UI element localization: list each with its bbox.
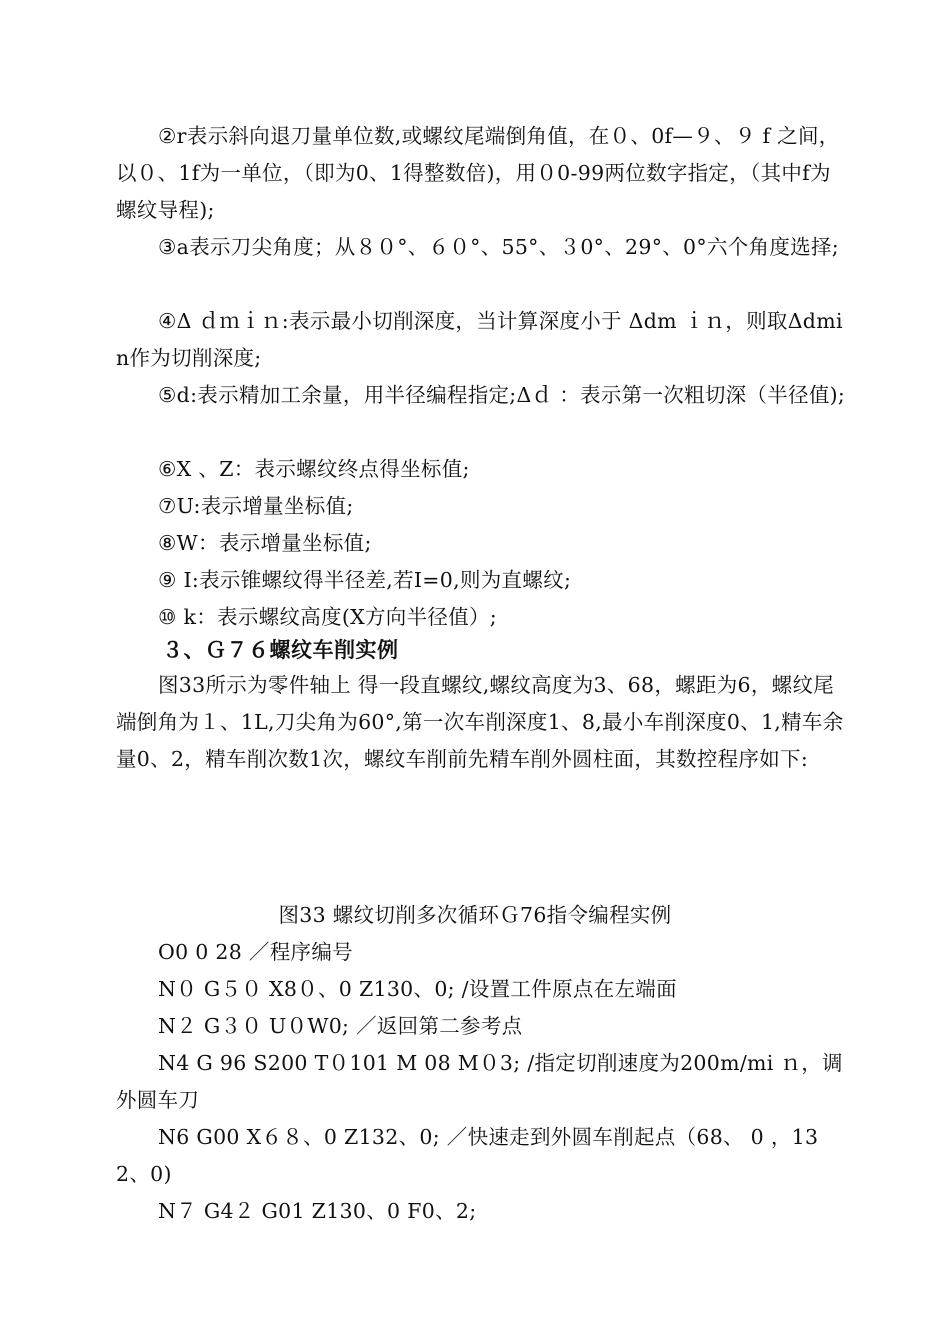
- param-i-description: ⑨ I:表示锥螺纹得半径差,若I=0,则为直螺纹;: [158, 568, 572, 592]
- program-line: N２ G３０ U０W0; ／返回第二参考点: [158, 1014, 523, 1038]
- param-xz-description: ⑥X 、Z：表示螺纹终点得坐标值;: [158, 457, 470, 481]
- section-heading: ３、Ｇ７６螺纹车削实例: [162, 638, 399, 662]
- param-d-description: ⑤d:表示精加工余量，用半径编程指定;Δｄ ：表示第一次粗切深（半径值);: [158, 383, 846, 407]
- param-k-description: ⑩ k：表示螺纹高度(X方向半径值）;: [158, 605, 498, 629]
- program-line: N6 G00 X６８、0 Z132、0; ／快速走到外圆车削起点（68、 0 ，13 2、0): [116, 1125, 819, 1186]
- param-w-description: ⑧W：表示增量坐标值;: [158, 531, 372, 555]
- param-r-description: ②r表示斜向退刀量单位数,或螺纹尾端倒角值，在０、0f—９、９ f 之间，以０、1f为一单位，（即为0、1得整数倍)，用０0-99两位数字指定，（其中f为螺纹导程);: [116, 124, 840, 222]
- program-line: N７ G4２ G01 Z130、0 F0、2;: [158, 1199, 477, 1223]
- param-dmin-description: ④Δ ｄｍｉｎ:表示最小切削深度，当计算深度小于 Δdm ｉｎ，则取Δdmin作为切削深度;: [116, 309, 843, 370]
- program-line: N4 G 96 S200 T０101 M 08 M０3; /指定切削速度为200m/mi ｎ，调外圆车刀: [116, 1051, 843, 1112]
- example-paragraph: 图33所示为零件轴上 得一段直螺纹,螺纹高度为3、68，螺距为6，螺纹尾端倒角为１、1L,刀尖角为60°,第一次车削深度1、8,最小车削深度0、1,精车余量0、2，精车削次数1次，螺纹车削前先精车削外圆柱面，其数控程序如下:: [116, 673, 844, 771]
- figure-caption: 图33 螺纹切削多次循环Ｇ76指令编程实例: [278, 903, 672, 927]
- program-line: O0 0 28 ／程序编号: [158, 940, 353, 964]
- param-a-description: ③a表示刀尖角度；从８０°、６０°、55°、３0°、29°、0°六个角度选择;: [158, 235, 839, 259]
- param-u-description: ⑦U:表示增量坐标值;: [158, 494, 354, 518]
- program-line: N０ G５０ X8０、0 Z130、0; /设置工件原点在左端面: [158, 977, 677, 1001]
